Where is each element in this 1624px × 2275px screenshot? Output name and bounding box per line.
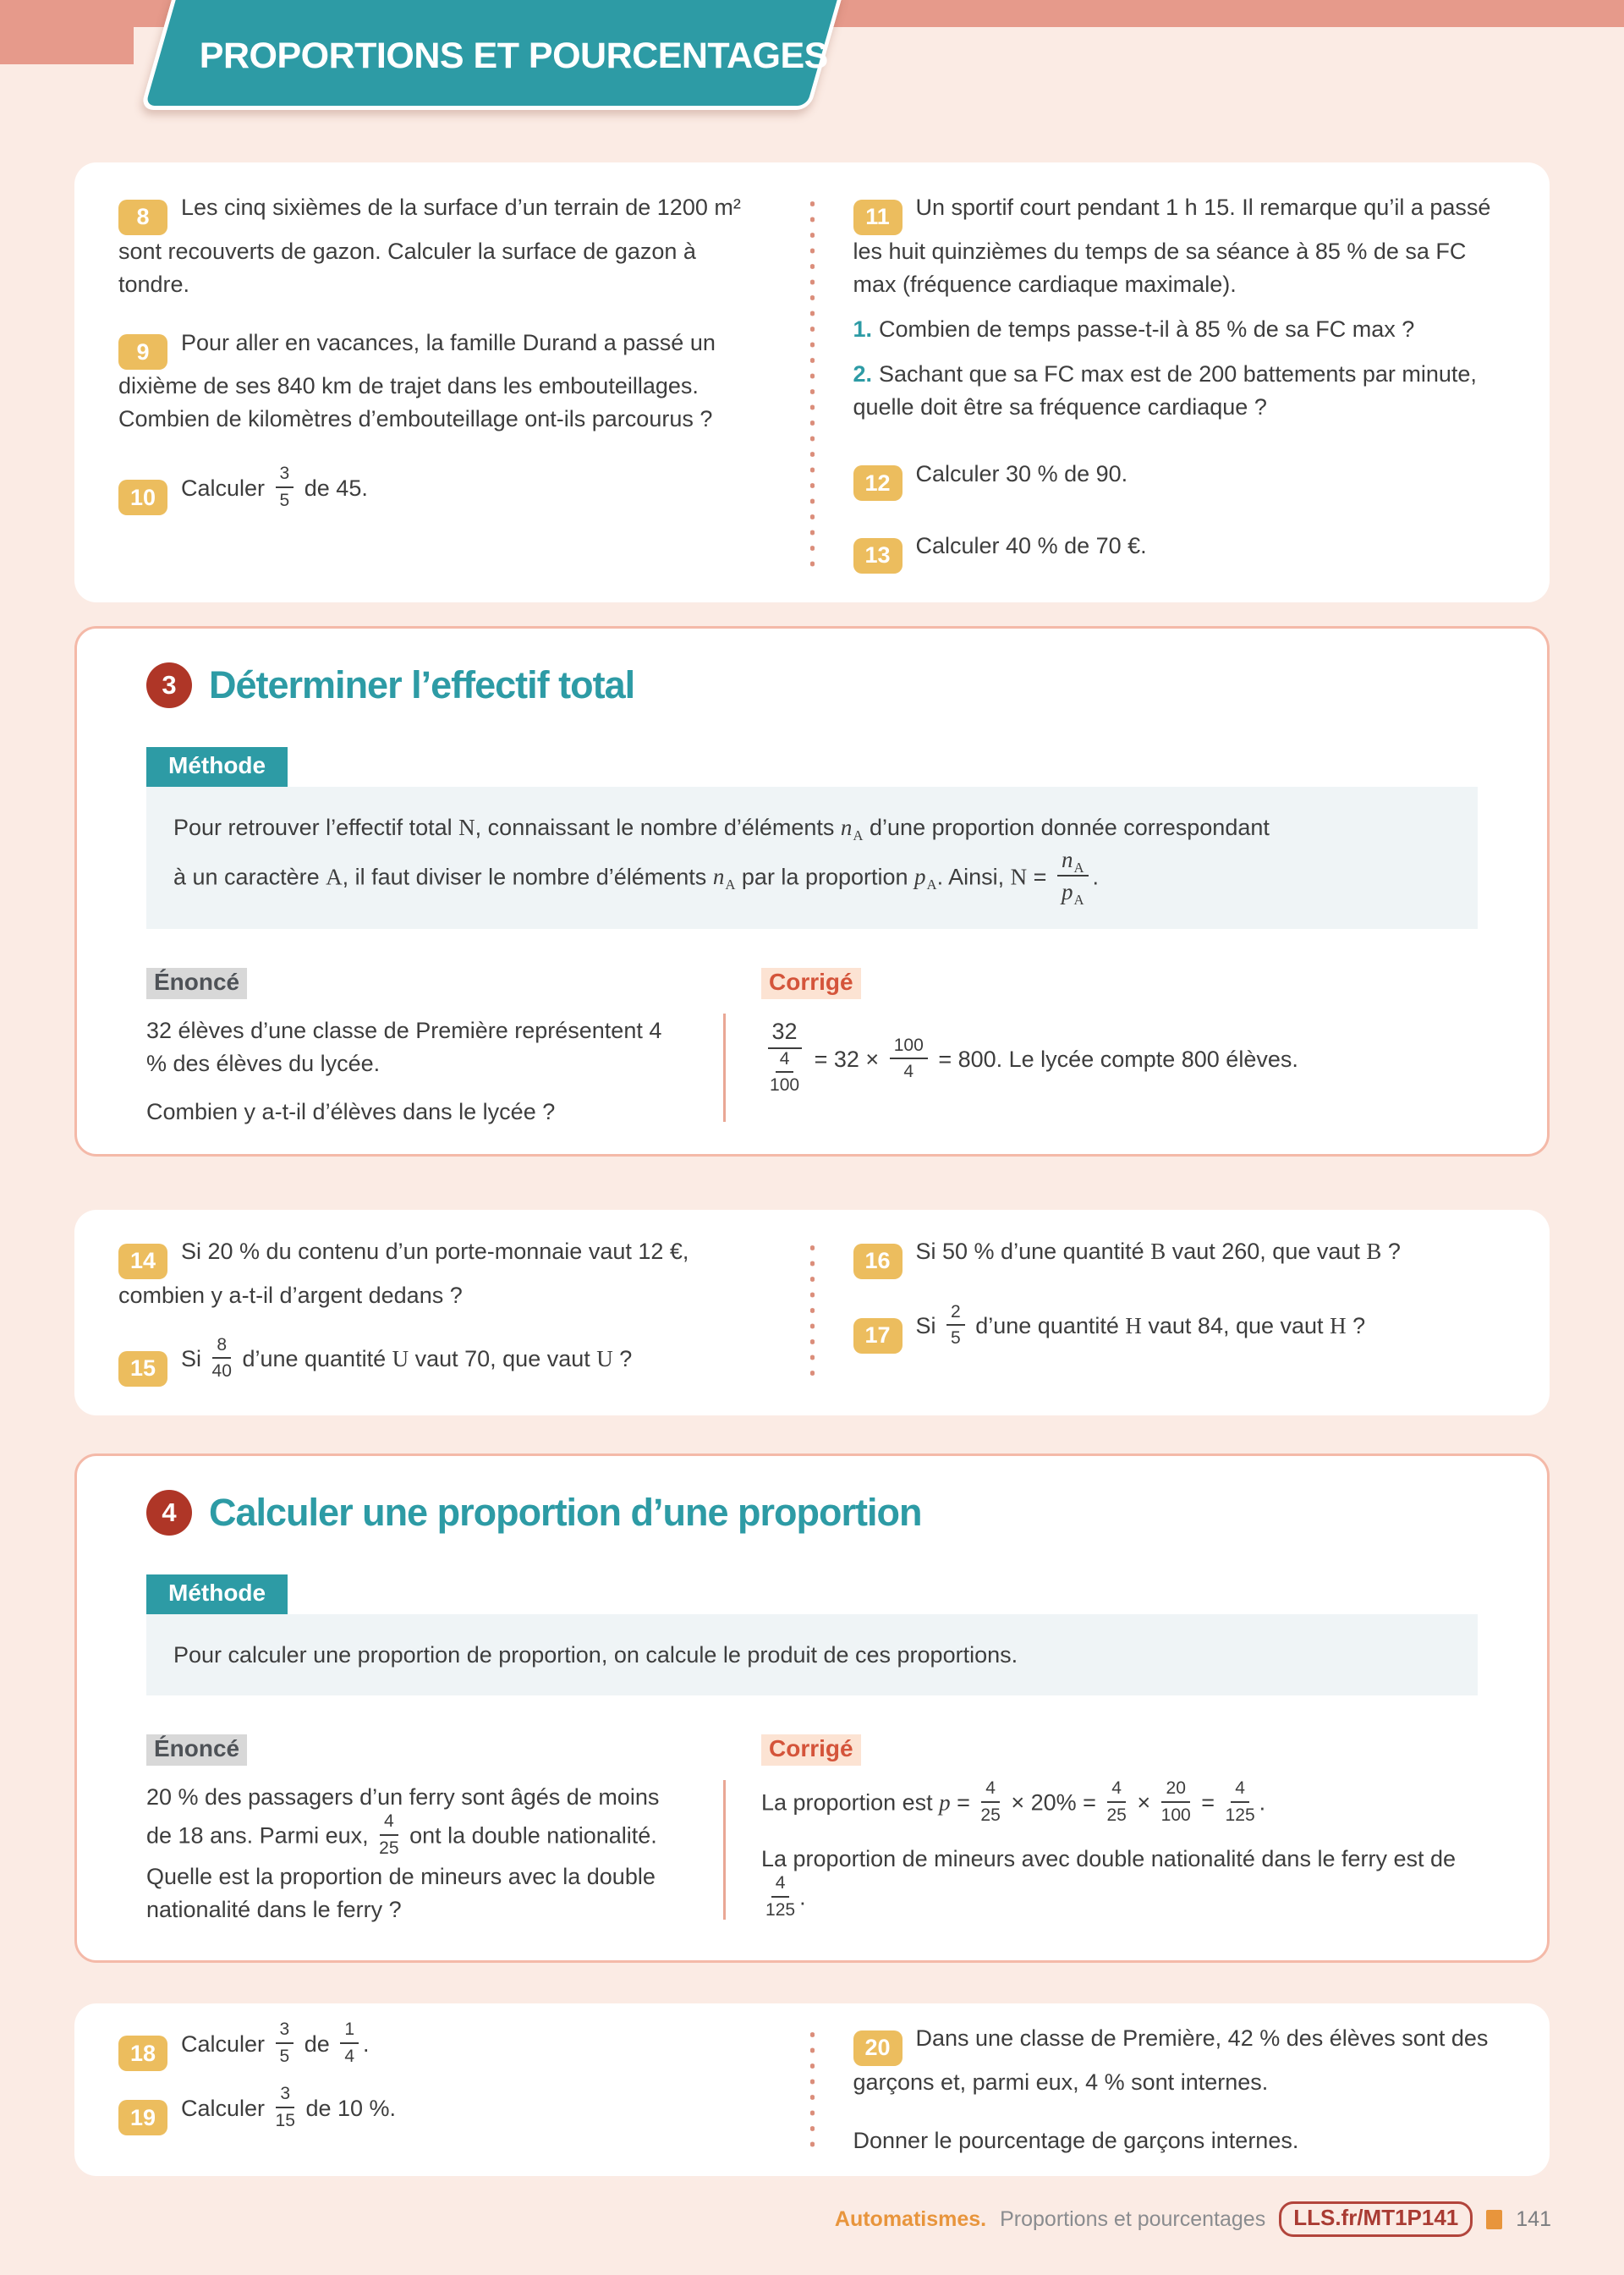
exercise-text: Si $\frac{2}{5}$ d’une quantité H vaut 84, que vaut H ?: [915, 1301, 1366, 1349]
exercise-text: Calculer $\frac{3}{5}$ de $\frac{1}{4}$ .: [181, 2019, 370, 2066]
exercise-18: [118, 2019, 771, 2071]
exercise-number-badge: 9: [118, 334, 167, 370]
exercise-text: Les cinq sixièmes de la surface d’un terrain de 1200 m² sont recouverts de gazon. Calculer la surface de gazon à tondre.: [118, 195, 741, 297]
method-section-3: [74, 626, 1550, 1157]
example-grid: [146, 1734, 1478, 1926]
corrige-column: [761, 968, 1478, 1129]
exercise-number-badge: 18: [118, 2036, 167, 2071]
dotted-divider: [810, 196, 815, 569]
method-block: [146, 1574, 1478, 1695]
enonce-text: 20 % des passagers d’un ferry sont âgés de moins de 18 ans. Parmi eux, $\frac{4}{25}$ ont la double nationalité. Quelle est la proportion de mineurs avec la double nationalité dans le ferry ?: [146, 1784, 660, 1923]
exercise-number-badge: 20: [853, 2030, 903, 2066]
question-text: Sachant que sa FC max est de 200 battements par minute, quelle doit être sa fréquence cardiaque ?: [853, 360, 1477, 420]
exercise-number-badge: 15: [118, 1351, 167, 1387]
corrige-text: La proportion de mineurs avec double nationalité dans le ferry est de $\frac{4}{125}$ .: [761, 1846, 1457, 1920]
exercise-11-question-2: [853, 358, 1506, 424]
exercise-17: [853, 1301, 1506, 1354]
exercise-number-badge: 17: [853, 1318, 903, 1354]
lls-reference-badge: LLS.fr/MT1P141: [1279, 2201, 1473, 2237]
enonce-label: Énoncé: [146, 968, 247, 999]
enonce-text: 32 élèves d’une classe de Première représentent 4 % des élèves du lycée.: [146, 1018, 662, 1077]
exercise-13: [853, 530, 1506, 574]
corrige-label: Corrigé: [761, 968, 861, 999]
corrige-text: $\frac{32}{\frac{4}{100}}$ = 32 × $\frac{100}{4}$ = 800. Le lycée compte 800 élèves.: [761, 1021, 1478, 1100]
exercise-number-badge: 16: [853, 1244, 903, 1279]
exercise-number-badge: 19: [118, 2100, 167, 2135]
exercise-text: Si 20 % du contenu d’un porte-monnaie vaut 12 €, combien y a-t-il d’argent dedans ?: [118, 1239, 689, 1308]
exercise-number-badge: 8: [118, 200, 167, 235]
footer-chapter-title: Proportions et pourcentages: [1000, 2206, 1266, 2231]
exercise-text: Calculer 40 % de 70 €.: [915, 533, 1147, 558]
exercise-text: Si $\frac{8}{40}$ d’une quantité U vaut 70, que vaut U ?: [181, 1334, 633, 1382]
enonce-column: [146, 968, 688, 1129]
vertical-divider: [723, 1014, 726, 1122]
section-title: Calculer une proportion d’une proportion: [209, 1491, 922, 1534]
exercise-number-badge: 11: [853, 200, 903, 235]
exercise-8: [118, 191, 771, 301]
corrige-label: Corrigé: [761, 1734, 861, 1766]
dotted-divider: [810, 1240, 815, 1382]
exercise-number-badge: 10: [118, 480, 167, 515]
section-3-header: [146, 662, 1478, 708]
exercise-11-question-1: [853, 313, 1506, 346]
exercise-20-line-2: [853, 2124, 1506, 2157]
page-marker-icon: [1486, 2210, 1502, 2229]
exercise-card-bottom: [74, 2003, 1550, 2176]
exercise-12: [853, 458, 1506, 502]
section-4-header: [146, 1490, 1478, 1536]
corrige-column: [761, 1734, 1478, 1926]
exercise-column-left: [118, 1235, 771, 1387]
exercise-text: Un sportif court pendant 1 h 15. Il remarque qu’il a passé les huit quinzièmes du temps de sa séance à 85 % de sa FC max (fréquence cardiaque maximale).: [853, 195, 1491, 297]
exercise-number-badge: 13: [853, 538, 903, 574]
footer-section-label: Automatismes.: [834, 2206, 987, 2231]
method-section-4: [74, 1453, 1550, 1963]
exercise-column-right: [853, 191, 1506, 574]
exercise-text: Pour aller en vacances, la famille Durand a passé un dixième de ses 840 km de trajet dans les embouteillages. Combien de kilomètres d’embouteillage ont-ils parcourus ?: [118, 329, 716, 431]
exercise-text: Calculer $\frac{3}{15}$ de 10 %.: [181, 2084, 397, 2130]
exercise-text: Si 50 % d’une quantité B vaut 260, que vaut B ?: [915, 1239, 1401, 1264]
exercise-card-top: [74, 162, 1550, 602]
section-number-badge: 4: [146, 1490, 192, 1536]
exercise-column-left: [118, 2019, 771, 2157]
exercise-text: Donner le pourcentage de garçons internes.: [853, 2127, 1299, 2153]
exercise-text: Dans une classe de Première, 42 % des élèves sont des garçons et, parmi eux, 4 % sont internes.: [853, 2025, 1489, 2095]
exercise-column-right: [853, 1235, 1506, 1387]
example-grid: [146, 968, 1478, 1129]
question-number: 2.: [853, 360, 873, 387]
chapter-banner: [140, 0, 843, 110]
section-title: Déterminer l’effectif total: [209, 663, 635, 706]
enonce-text: Combien y a-t-il d’élèves dans le lycée ?: [146, 1099, 556, 1125]
vertical-divider: [723, 1780, 726, 1920]
enonce-label: Énoncé: [146, 1734, 247, 1766]
page-number: 141: [1516, 2206, 1551, 2231]
corrige-text: La proportion est p = $\frac{4}{25}$ × 20% = $\frac{4}{25}$ × $\frac{20}{100}$ = $\frac{4}{125}$ .: [761, 1778, 1266, 1825]
method-text: Pour calculer une proportion de proportion, on calcule le produit de ces proportions.: [146, 1614, 1478, 1695]
exercise-column-left: [118, 191, 771, 574]
method-tab: Méthode: [146, 747, 288, 787]
enonce-column: [146, 1734, 688, 1926]
chapter-banner-title: PROPORTIONS ET POURCENTAGES: [199, 36, 828, 76]
question-number: 1.: [853, 316, 873, 342]
exercise-text: Calculer 30 % de 90.: [915, 460, 1128, 486]
exercise-16: [853, 1235, 1506, 1279]
top-left-corner-block: [0, 0, 134, 64]
exercise-14: [118, 1235, 771, 1312]
dotted-divider: [810, 2027, 815, 2152]
exercise-20: [853, 2022, 1506, 2099]
method-text: Pour retrouver l’effectif total N, connaissant le nombre d’éléments $n_A$ d’une proportion donnée correspondant à un caractère A, il faut diviser le nombre d’éléments $n_A$ par la proportion $p_A$. Ainsi, N = $\frac{n_A}{p_A}$ .: [146, 787, 1478, 929]
exercise-column-right: [853, 2022, 1506, 2157]
page-footer: [835, 2201, 1551, 2237]
exercise-11: [853, 191, 1506, 301]
section-number-badge: 3: [146, 662, 192, 708]
exercise-10: [118, 466, 771, 515]
exercise-9: [118, 327, 771, 437]
exercise-text: Calculer $\frac{3}{5}$ de 45.: [181, 464, 368, 510]
exercise-card-middle: [74, 1210, 1550, 1415]
exercise-number-badge: 14: [118, 1244, 167, 1279]
method-tab: Méthode: [146, 1574, 288, 1614]
question-text: Combien de temps passe-t-il à 85 % de sa FC max ?: [879, 316, 1415, 342]
exercise-15: [118, 1334, 771, 1387]
method-block: [146, 747, 1478, 929]
exercise-19: [118, 2086, 771, 2135]
exercise-number-badge: 12: [853, 465, 903, 501]
